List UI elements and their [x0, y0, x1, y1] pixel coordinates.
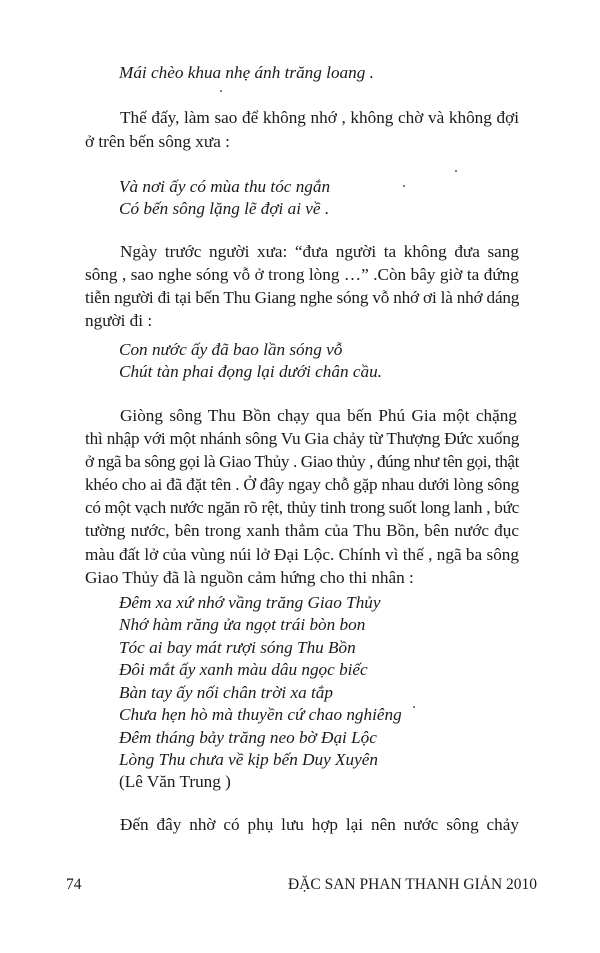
poem-line: Đôi mắt ấy xanh màu dâu ngọc biếc [119, 660, 368, 679]
poem-line: Bàn tay ấy nối chân trời xa tắp [119, 683, 333, 702]
paragraph-line: Giao Thủy đã là nguồn cảm hứng cho thi nhân : [85, 568, 414, 587]
scan-speck [220, 90, 222, 92]
poem-line: Lòng Thu chưa về kịp bến Duy Xuyên [119, 750, 379, 769]
page-number: 74 [66, 876, 82, 893]
paragraph-line: Ngày trước người xưa: “đưa người ta không đưa sang [120, 242, 519, 261]
poem-line: Đêm tháng bảy trăng neo bờ Đại Lộc [119, 728, 377, 747]
poem-line: Nhớ hàm răng ửa ngọt trái bòn bon [119, 615, 366, 634]
poem-line: Đêm xa xứ nhớ vầng trăng Giao Thủy [119, 593, 381, 612]
paragraph-line: ở trên bến sông xưa : [85, 132, 230, 151]
paragraph-line: Đến đây nhờ có phụ lưu hợp lại nên nước sông chảy [120, 815, 519, 834]
scan-speck [403, 185, 405, 187]
poem-line: Chút tàn phai đọng lại dưới chân cầu. [119, 362, 382, 381]
paragraph-line: khéo cho ai đã đặt tên . Ở đây ngay chỗ gặp nhau dưới lòng sông [85, 475, 519, 494]
scan-speck [455, 170, 457, 172]
scan-speck [413, 706, 415, 708]
paragraph-line: ở ngã ba sông gọi là Giao Thủy . Giao thủy , đúng như tên gọi, thật [85, 452, 519, 471]
paragraph-line: tường nước, bên trong xanh thẳm của Thu Bồn, bên nước đục [85, 521, 519, 540]
paragraph-line: người đi : [85, 311, 153, 330]
poem-line: Và nơi ấy có mùa thu tóc ngắn [119, 177, 331, 196]
paragraph-line: Thế đấy, làm sao để không nhớ , không chờ và không đợi [120, 108, 519, 127]
paragraph-line: có một vạch nước ngăn rõ rệt, thủy tinh trong suốt long lanh , bức [85, 498, 519, 517]
paragraph-line: Giòng sông Thu Bồn chạy qua bến Phú Gia một chặng [120, 406, 517, 425]
paragraph-line: sông , sao nghe sóng vỗ ở trong lòng …” .Còn bây giờ ta đứng [85, 265, 519, 284]
poem-line: Có bến sông lặng lẽ đợi ai về . [119, 199, 330, 218]
paragraph-line: màu đất lở của vùng núi lở Đại Lộc. Chính vì thế , ngã ba sông [85, 545, 519, 564]
paragraph-line: tiễn người đi tại bến Thu Giang nghe sóng vỗ nhớ ơi là nhớ dáng [85, 288, 520, 307]
poem-line: Chưa hẹn hò mà thuyền cứ chao nghiêng [119, 705, 402, 724]
publication-title: ĐẶC SAN PHAN THANH GIẢN 2010 [288, 876, 538, 893]
poem-line: Mái chèo khua nhẹ ánh trăng loang . [119, 63, 374, 82]
poem-line: Tóc ai bay mát rượi sóng Thu Bồn [119, 638, 356, 657]
poem-author: (Lê Văn Trung ) [119, 772, 231, 791]
poem-line: Con nước ấy đã bao lần sóng vỗ [119, 340, 343, 359]
paragraph-line: thì nhập với một nhánh sông Vu Gia chảy từ Thượng Đức xuống [85, 429, 520, 448]
